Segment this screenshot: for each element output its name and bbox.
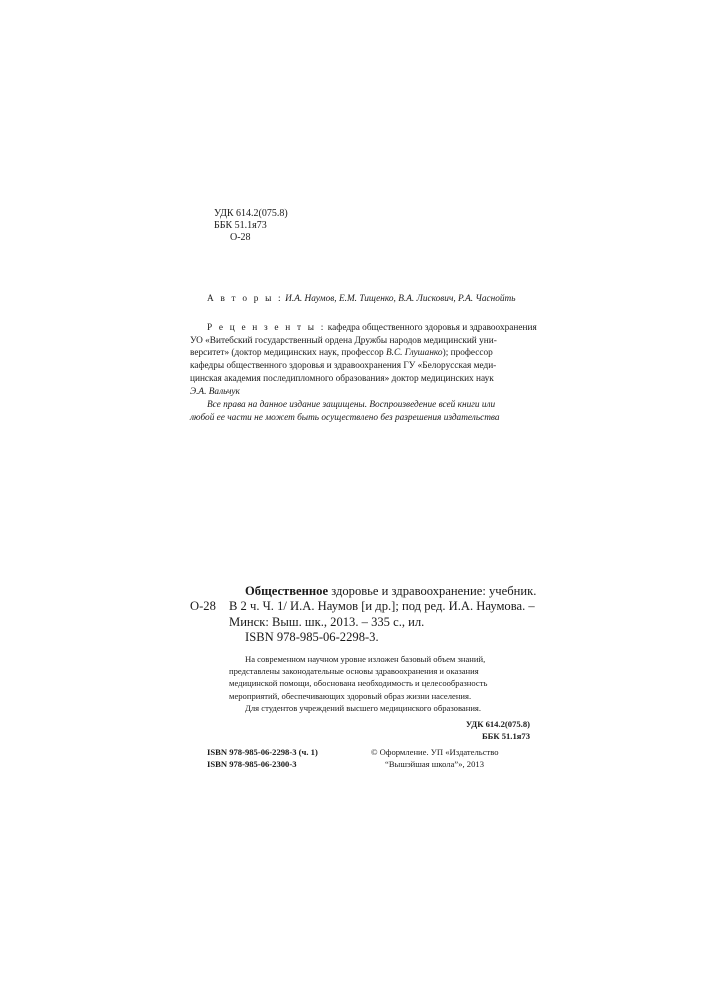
reviewer-name-glushanko: В.С. Глушанко [385, 348, 443, 359]
copyright-line-1: © Оформление. УП «Издательство [371, 747, 499, 757]
reviewers-line-3: верситет» (доктор медицинских наук, профессор В.С. Глушанко); профессор [190, 348, 493, 359]
bbk-code-top: ББК 51.1я73 [214, 220, 267, 231]
udk-code-top: УДК 614.2(075.8) [214, 208, 288, 219]
authors-line [207, 293, 515, 306]
rights-line-2: любой ее части не может быть осуществлено без разрешения издательства [190, 412, 500, 423]
catalog-line-4: ISBN 978-985-06-2298-3. [245, 629, 379, 644]
author-mark-top: О-28 [230, 232, 251, 243]
reviewers-line-1: Р е ц е н з е н т ы : кафедра общественного здоровья и здравоохранения [207, 323, 537, 333]
authors-names: И.А. Наумов, Е.М. Тищенко, В.А. Лискович, Р.А. Часнойть [285, 294, 516, 304]
authors-label: А в т о р ы : [207, 294, 283, 304]
reviewers-label: Р е ц е н з е н т ы : [207, 323, 326, 333]
reviewers-line-5: цинская академия последипломного образования» доктор медицинских наук [190, 373, 494, 384]
catalog-line-1: Общественное здоровье и здравоохранение: учебник. [245, 584, 537, 598]
annotation-line-4: мероприятий, обеспечивающих здоровый образ жизни населения. [229, 690, 472, 701]
isbn-part-1: ISBN 978-985-06-2298-3 (ч. 1) [207, 747, 318, 757]
isbn-general: ISBN 978-985-06-2300-3 [207, 759, 297, 769]
annotation-line-5: Для студентов учреждений высшего медицинского образования. [245, 702, 482, 713]
annotation-line-3: медицинской помощи, обоснована необходимость и целесообразность [229, 678, 488, 689]
annotation-line-2: представлены законодательные основы здравоохранения и оказания [229, 666, 479, 677]
catalog-title-bold: Общественное [245, 584, 329, 598]
reviewers-line-6: Э.А. Вальчук [190, 386, 240, 397]
reviewers-line-4: кафедры общественного здоровья и здравоохранения ГУ «Белорусская меди- [190, 361, 497, 372]
copyright-line-2: “Вышэйшая школа”», 2013 [385, 759, 484, 769]
catalog-line-2: В 2 ч. Ч. 1/ И.А. Наумов [и др.]; под ред. И.А. Наумова. – [229, 599, 535, 614]
catalog-line-3: Минск: Выш. шк., 2013. – 335 с., ил. [229, 614, 425, 629]
bbk-code-bottom: ББК 51.1я73 [481, 731, 530, 741]
reviewers-line-2: УО «Витебский государственный ордена Дружбы народов медицинский уни- [190, 335, 497, 346]
annotation-line-1: На современном научном уровне изложен базовый объем знаний, [245, 654, 486, 664]
rights-line-1: Все права на данное издание защищены. Воспроизведение всей книги или [207, 400, 496, 410]
catalog-author-mark: О-28 [190, 599, 216, 613]
udk-code-bottom: УДК 614.2(075.8) [465, 719, 530, 729]
